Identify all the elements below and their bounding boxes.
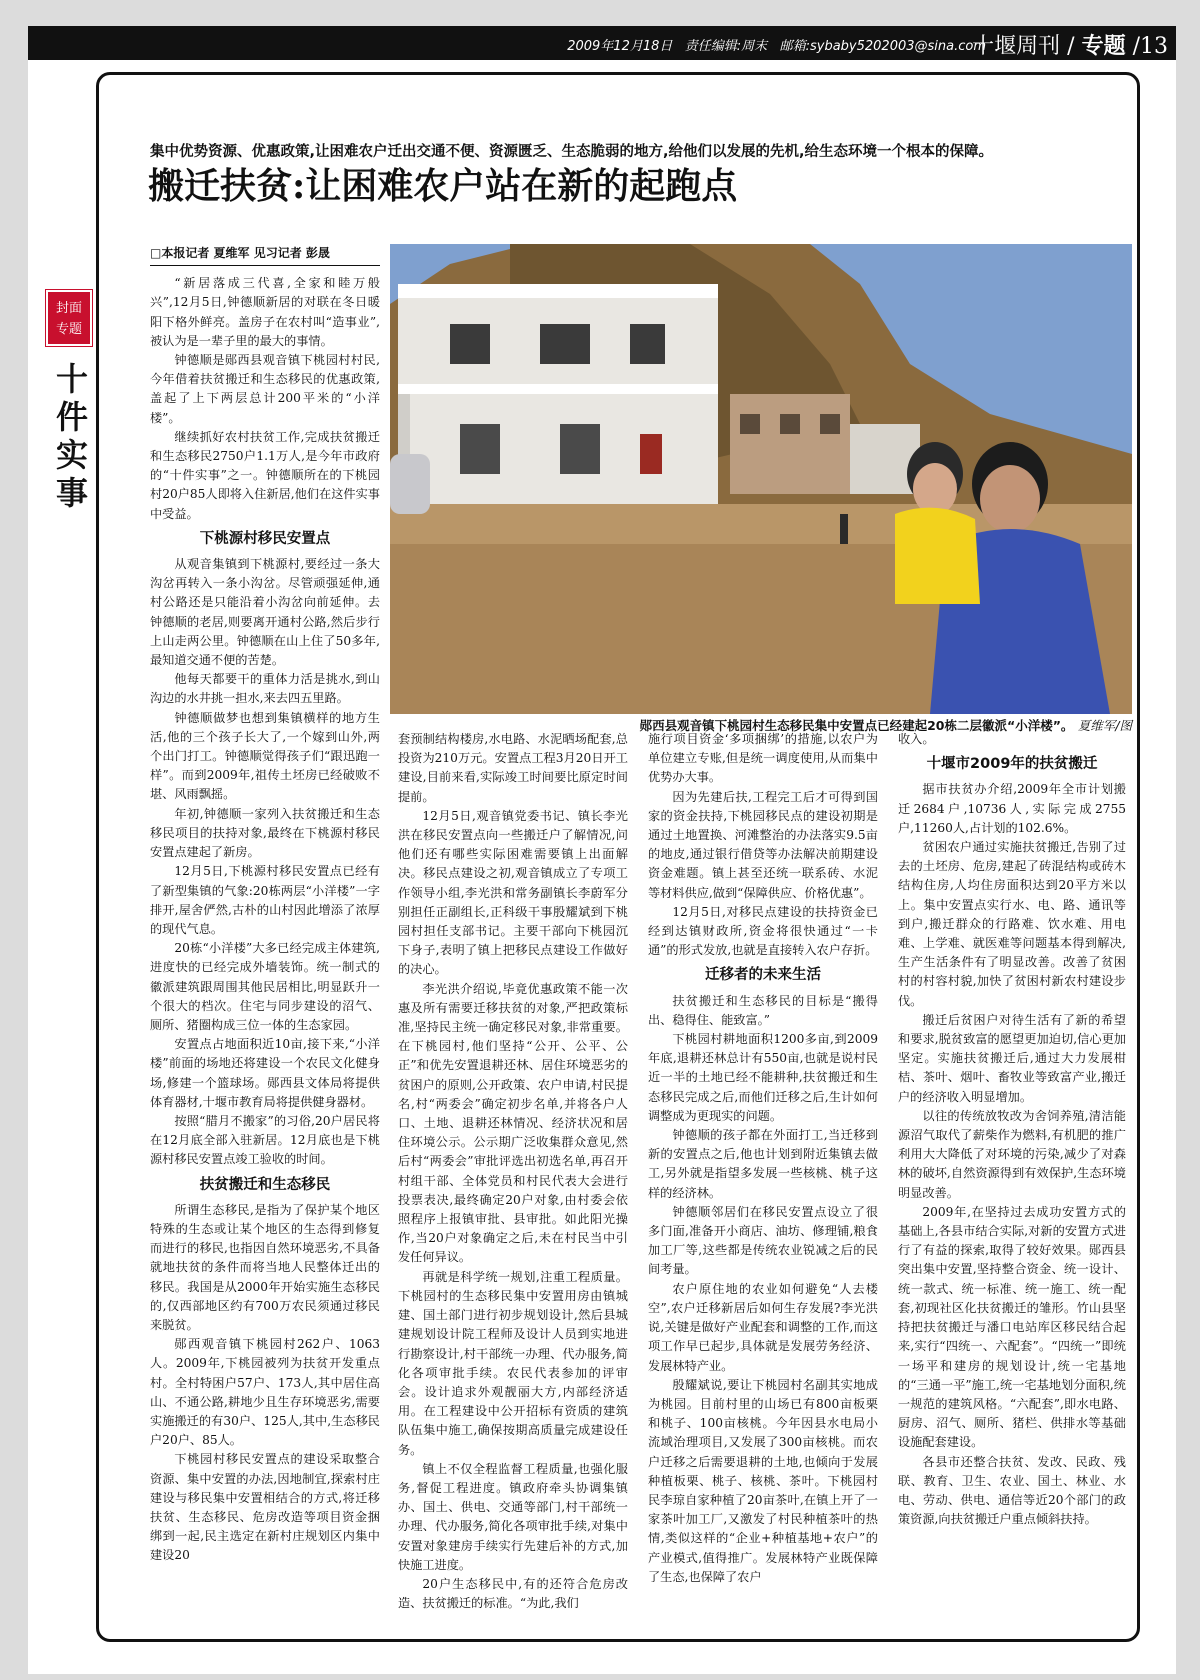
cover-topic-tag [46, 290, 92, 346]
page-number: /13 [1132, 34, 1168, 59]
paragraph: 再就是科学统一规划,注重工程质量。下桃园村的生态移民集中安置用房由镇城建、国土部门进行初步规划设计,然后县城建规划设计院工程师及设计人员到实地进行勘察设计,村干部统一办理、代办服务,简化各项审批手续。农民代表参加的评审会。设计追求外观靓丽大方,内部经济适用。在工程建设中公开招标有资质的建筑队伍集中施工,确保按期高质量完成建设任务。 [398, 1269, 628, 1457]
paragraph: 施行项目资金‘多项捆绑’的措施,以农户为单位建立专账,但是统一调度使用,从而集中优势办大事。 [648, 732, 878, 785]
paragraph: 各县市还整合扶贫、发改、民政、残联、教育、卫生、农业、国土、林业、水电、劳动、供电、通信等近20个部门的政策资源,向扶贫搬迁户重点倾斜扶持。 [898, 1454, 1126, 1527]
article-column-4 [898, 730, 1126, 1644]
byline: □本报记者 夏维军 见习记者 彭晟 [150, 244, 380, 266]
paragraph: 以往的传统放牧改为舍饲养殖,清洁能源沼气取代了薪柴作为燃料,有机肥的推广利用大大降低了对环境的污染,减少了对森林的破坏,自然资源得到有效保护,生态环境明显改善。 [898, 1108, 1126, 1200]
article-column-1 [150, 244, 380, 1644]
paragraph: 收入。 [898, 732, 935, 746]
paragraph: 年初,钟德顺一家列入扶贫搬迁和生态移民项目的扶持对象,最终在下桃源村移民安置点建起了新房。 [150, 806, 380, 860]
paragraph: 套预制结构楼房,水电路、水泥晒场配套,总投资为210万元。安置点工程3月20日开工建设,目前来看,实际竣工时间要比原定时间提前。 [398, 732, 628, 804]
section-name: 专题 [1081, 33, 1126, 59]
brand-name: 十堰周刊 [972, 34, 1061, 59]
paragraph: 据市扶贫办介绍,2009年全市计划搬迁2684户,10736人,实际完成2755户,11260人,占计划的102.6%。 [898, 782, 1126, 835]
paragraph: 按照“腊月不搬家”的习俗,20户居民将在12月底全部入驻新居。12月底也是下桃源村移民安置点竣工验收的时间。 [150, 1113, 380, 1167]
subheading: 下桃源村移民安置点 [199, 530, 331, 547]
caption-credit: 夏维军/图 [1077, 718, 1132, 733]
article-column-3 [648, 730, 878, 1644]
subheading: 十堰市2009年的扶贫搬迁 [926, 756, 1098, 773]
subheading: 迁移者的未来生活 [705, 967, 821, 984]
header-email: 邮箱:sybaby5202003@sina.com [779, 39, 986, 54]
header-meta [567, 35, 986, 54]
paragraph: 因为先建后扶,工程完工后才可得到国家的资金扶持,下桃园移民点的建设初期是通过土地置换、河滩整治的办法落实9.5亩的地皮,通过银行借贷等办法解决前期建设资金难题。镇上甚至还统一联系砖、水泥等材料供应,做到“保障供应、价格优惠”。 [648, 789, 878, 900]
header-date: 2009年12月18日 [567, 39, 673, 54]
paragraph: 安置点占地面积近10亩,接下来,“小洋楼”前面的场地还将建设一个农民文化健身场,修建一个篮球场。郧西县文体局将提供体育器材,十堰市教育局将提供健身器材。 [150, 1037, 380, 1109]
article-deck: 集中优势资源、优惠政策,让困难农户迁出交通不便、资源匮乏、生态脆弱的地方,给他们以发展的先机,给生态环境一个根本的保障。 [150, 144, 994, 160]
tag-line-1: 封面 [55, 301, 82, 316]
paragraph: 20户生态移民中,有的还符合危房改造、扶贫搬迁的标准。“为此,我们 [398, 1576, 628, 1611]
paragraph: 钟德顺邻居们在移民安置点设立了很多门面,准备开小商店、油坊、修理铺,粮食加工厂等,这些都是传统农业锐减之后的民间考量。 [648, 1204, 878, 1277]
article-headline: 搬迁扶贫:让困难农户站在新的起跑点 [148, 165, 738, 207]
paragraph: 12月5日,下桃源村移民安置点已经有了新型集镇的气象:20栋两层“小洋楼”一字排开,屋舍俨然,古朴的山村因此增添了浓厚的现代气息。 [150, 864, 380, 936]
paragraph: 12月5日,观音镇党委书记、镇长李光洪在移民安置点向一些搬迁户了解情况,问他们还有哪些实际困难需要镇上出面解决。移民点建设之初,观音镇成立了专项工作领导小组,李光洪和常务副镇长李蔚军分别担任正副组长,正科级干事殷耀斌到下桃园村担任支部书记。主要干部向下桃园沉下身子,表明了镇上把移民点建设工作做好的决心。 [398, 808, 628, 977]
paragraph: 郧西观音镇下桃园村262户、1063人。2009年,下桃园被列为扶贫开发重点村。全村特困户57户、173人,其中居住高山、不通公路,耕地少且生存环境恶劣,需要实施搬迁的有30户、125人,其中,生态移民户20户、85人。 [150, 1337, 380, 1448]
paragraph: 所谓生态移民,是指为了保护某个地区特殊的生态或让某个地区的生态得到修复而进行的移民,也指因自然环境恶劣,不具备就地扶贫的条件而将当地人民整体迁出的移民。我国是从2000年开始实施生态移民的,仅西部地区约有700万农民须通过移民来脱贫。 [150, 1202, 380, 1332]
subheading: 扶贫搬迁和生态移民 [199, 1176, 331, 1193]
tag-line-2: 专题 [55, 322, 82, 337]
paragraph: 镇上不仅全程监督工程质量,也强化服务,督促工程进度。镇政府牵头协调集镇办、国土、供电、交通等部门,村干部统一办理、代办服务,简化各项审批手续,对集中安置对象建房手续实行先建后补的方式,加快施工进度。 [398, 1461, 628, 1572]
paragraph: 12月5日,对移民点建设的扶持资金已经到达镇财政所,资金将很快通过“一卡通”的形式发放,也就是直接转入农户存折。 [648, 904, 878, 958]
building-main [398, 284, 718, 504]
paragraph: 农户原住地的农业如何避免“人去楼空”,农户迁移新居后如何生存发展?李光洪说,关键是做好产业配套和调整的工作,而这项工作早已起步,具体就是发展劳务经济、发展林特产业。 [648, 1281, 878, 1373]
header-brand: 十堰周刊 / 专题 /13 [972, 33, 1168, 59]
paragraph: 殷耀斌说,要让下桃园村名副其实地成为桃园。目前村里的山场已有800亩板栗和桃子、100亩核桃。今年因县水电局小流域治理项目,又发展了300亩核桃。而农户迁移之后需要退耕的土地,也倾向于发展种植板栗、桃子、核桃、茶叶。下桃园村民李琼自家种植了20亩茶叶,在镇上开了一家茶叶加工厂,又激发了村民种植茶叶的热情,类似这样的“企业+种植基地+农户”的产业模式,值得推广。发展林特产业既保障了生态,也保障了农户 [648, 1377, 878, 1584]
paragraph: “新居落成三代喜,全家和睦万般兴”,12月5日,钟德顺新居的对联在冬日暖阳下格外鲜亮。盖房子在农村叫“造事业”,被认为是一辈子里的最大的事情。 [150, 276, 380, 348]
paragraph: 下桃园村移民安置点的建设采取整合资源、集中安置的办法,因地制宜,探索村庄建设与移民集中安置相结合的方式,将迁移扶贫、生态移民、危房改造等项目资金捆绑到一起,民主选定在新村庄规划区内集中建设20 [150, 1452, 380, 1563]
paragraph: 钟德顺做梦也想到集镇横样的地方生活,他的三个孩子长大了,一个嫁到山外,两个出门打工。钟德顺觉得孩子们“跟迅跑一样”。而到2009年,祖传土坯房已经破败不堪、风雨飘摇。 [150, 710, 380, 802]
paragraph: 钟德顺的孩子都在外面打工,当迁移到新的安置点之后,他也计划到附近集镇去做工,另外就是指望多发展一些核桃、桃子这样的经济林。 [648, 1128, 878, 1200]
photo-illustration [390, 244, 1132, 714]
paragraph: 下桃园村耕地面积1200多亩,到2009年底,退耕还林总计有550亩,也就是说村民近一半的土地已经不能耕种,扶贫搬迁和生态移民完成之后,而他们迁移之后,生计如何调整成为更现实的问题。 [648, 1032, 878, 1123]
paragraph: 2009年,在坚持过去成功安置方式的基础上,各县市结合实际,对新的安置方式进行了有益的探索,取得了较好效果。郧西县突出集中安置,坚持整合资金、统一设计、统一款式、统一标准、统一施工、统一配套,初现社区化扶贫搬迁的雏形。竹山县坚持把扶贫搬迁与潘口电站库区移民结合起来,实行“四统一、六配套”。“四统一”即统一场平和建房的规划设计,统一宅基地的“三通一平”施工,统一宅基地划分面积,统一规范的建筑风格。“六配套”,即水电路、厨房、沼气、厕所、猪栏、供排水等基础设施配套建设。 [898, 1204, 1126, 1450]
paragraph: 李光洪介绍说,毕竟优惠政策不能一次惠及所有需要迁移扶贫的对象,严把政策标准,坚持民主统一确定移民对象,非常重要。在下桃园村,他们坚持“公开、公平、公正”和优先安置退耕还林、居住环境恶劣的贫困户的原则,公开政策、农户申请,村民提名,村“两委会”确定初步名单,并将各户人口、土地、退耕还林情况、经济状况和居住环境公示。公示期广泛收集群众意见,然后村“两委会”审批评选出初选名单,再召开村组干部、全体党员和村民代表大会进行投票表决,最终确定20户对象,由村委会依照程序上报镇审批、县审批。如此阳光操作,当20户对象确定之后,未在村民当中引发任何异议。 [398, 981, 628, 1265]
article-column-2 [398, 730, 628, 1644]
side-title: 十件实事 [55, 360, 88, 512]
page-header-bar [28, 26, 1176, 60]
paragraph: 从观音集镇到下桃源村,要经过一条大沟岔再转入一条小沟岔。尽管顽强延伸,通村公路还是只能沿着小沟岔向前延伸。去钟德顺的老居,则要离开通村公路,然后步行上山走两公里。钟德顺在山上住了50多年,最知道交通不便的苦楚。 [150, 557, 380, 668]
paragraph: 钟德顺是郧西县观音镇下桃园村村民,今年借着扶贫搬迁和生态移民的优惠政策,盖起了上下两层总计200平米的“小洋楼”。 [150, 353, 380, 425]
paragraph: 20栋“小洋楼”大多已经完成主体建筑,进度快的已经完成外墙装饰。统一制式的徽派建筑跟周围其他民居相比,明显跃升一个很大的档次。住宅与同步建设的沼气、厕所、猪圈构成三位一体的生态家园。 [150, 941, 380, 1032]
paragraph: 继续抓好农村扶贫工作,完成扶贫搬迁和生态移民2750户1.1万人,是今年市政府的“十件实事”之一。钟德顺所在的下桃园村20户85人即将入住新居,他们在这件实事中受益。 [150, 429, 380, 521]
caption-text: 郧西县观音镇下桃园村生态移民集中安置点已经建起20栋二层徽派“小洋楼”。 [639, 718, 1074, 733]
paragraph: 贫困农户通过实施扶贫搬迁,告别了过去的土坯房、危房,建起了砖混结构或砖木结构住房,人均住房面积达到20平方米以上。集中安置点实行水、电、路、通讯等到户,搬迁群众的行路难、饮水难、用电难、上学难、就医难等问题基本得到解决,生产生活条件有了明显改善。改善了贫困村的村容村貌,加快了贫困村新农村建设步伐。 [898, 840, 1126, 1008]
paragraph: 搬迁后贫困户对待生活有了新的希望和要求,脱贫致富的愿望更加迫切,信心更加坚定。实施扶贫搬迁后,通过大力发展柑桔、茶叶、烟叶、畜牧业等致富产业,搬迁户的经济收入明显增加。 [898, 1012, 1126, 1104]
header-editor: 责任编辑:周末 [684, 39, 768, 54]
paragraph: 扶贫搬迁和生态移民的目标是“搬得出、稳得住、能致富。” [648, 993, 878, 1027]
article-photo [390, 244, 1132, 714]
paragraph: 他每天都要干的重体力活是挑水,到山沟边的水井挑一担水,来去四五里路。 [150, 672, 380, 706]
